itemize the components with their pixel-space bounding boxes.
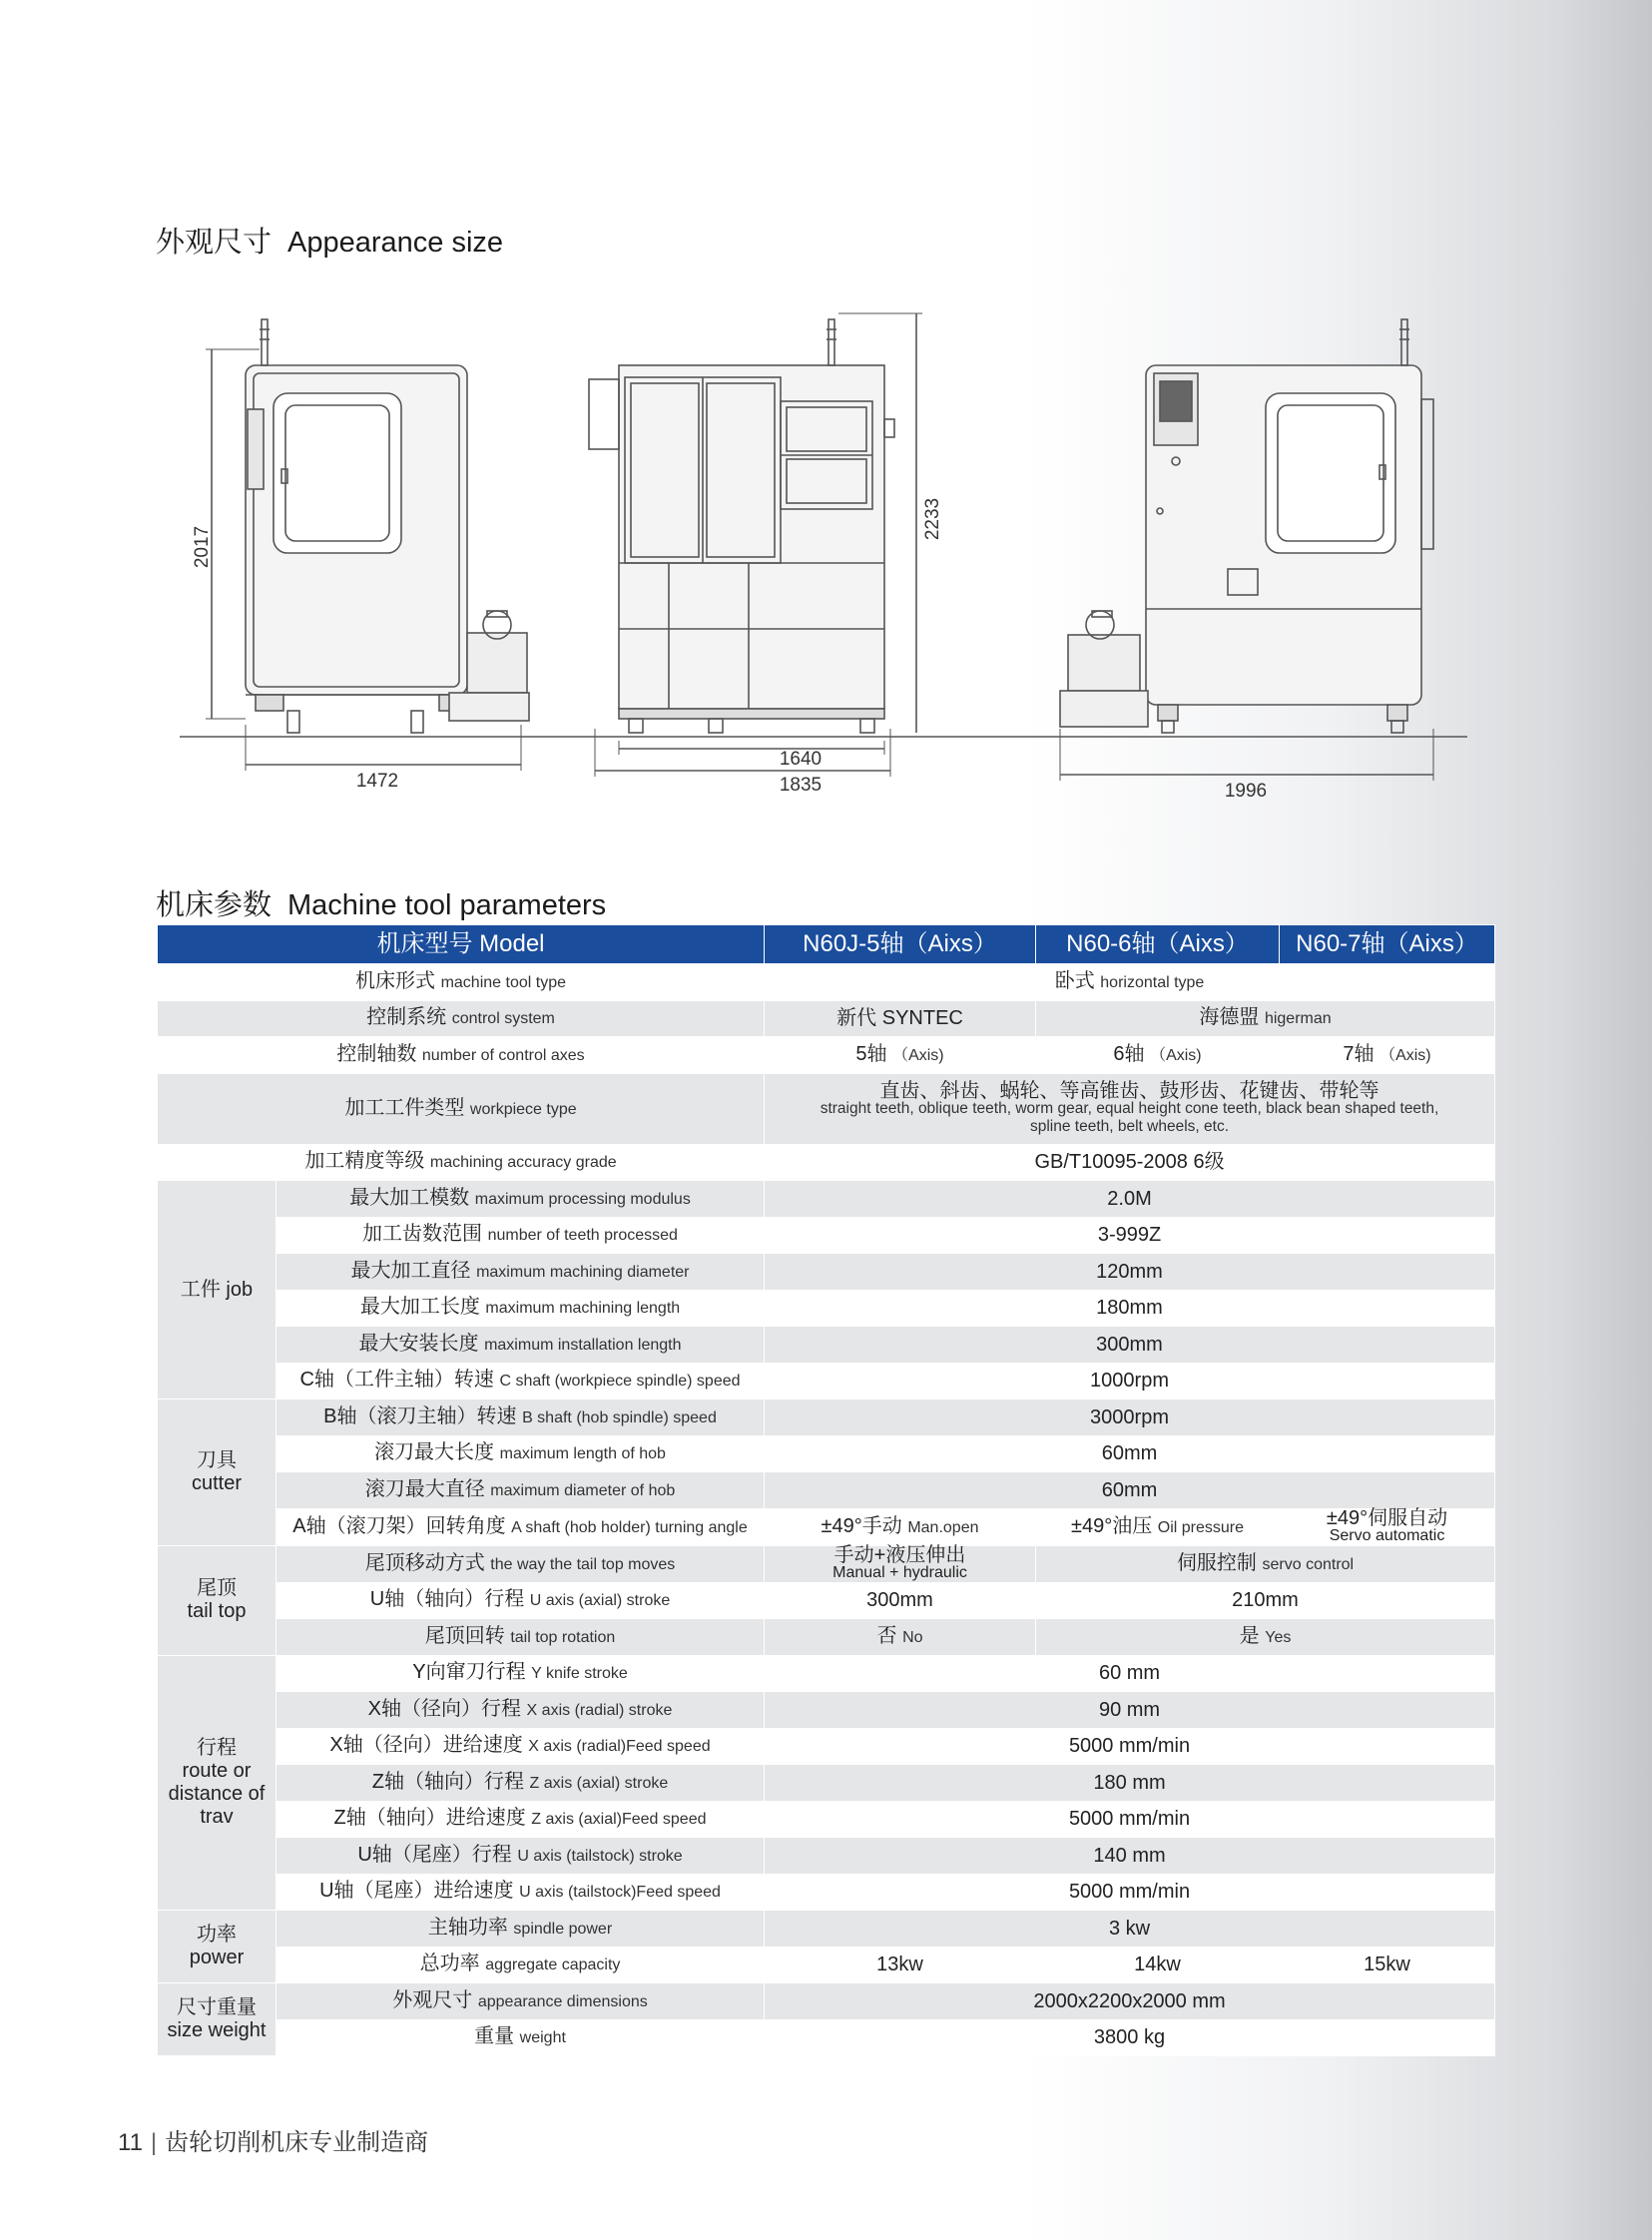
middle-machine-drawing xyxy=(589,319,894,733)
param-value: 120mm xyxy=(765,1254,1495,1291)
table-row xyxy=(158,1619,1495,1656)
param-label: U轴（尾座）进给速度 U axis (tailstock)Feed speed xyxy=(276,1874,765,1911)
table-header-row xyxy=(158,925,1495,964)
param-value: 否 No xyxy=(765,1619,1036,1656)
group-power: 功率 power xyxy=(158,1911,276,1983)
dim-mid-width: 1835 xyxy=(779,775,823,796)
param-value: 卧式 horizontal type xyxy=(765,964,1495,1001)
dim-mid-inner-width: 1640 xyxy=(779,749,823,770)
param-label: 加工工件类型 workpiece type xyxy=(158,1073,765,1144)
param-value: 3800 kg xyxy=(765,2019,1495,2056)
param-value: 3000rpm xyxy=(765,1400,1495,1436)
page-footer xyxy=(118,2122,428,2157)
param-label: 重量 weight xyxy=(276,2019,765,2056)
table-row xyxy=(158,1911,1495,1948)
table-row xyxy=(158,1217,1495,1254)
appearance-title-cn: 外观尺寸 xyxy=(156,227,273,259)
param-label: 最大加工长度 maximum machining length xyxy=(276,1290,765,1327)
table-row xyxy=(158,1728,1495,1765)
param-value: 新代 SYNTEC xyxy=(765,1000,1036,1037)
param-value: 直齿、斜齿、蜗轮、等高锥齿、鼓形齿、花键齿、带轮等 straight teeth, oblique teeth, worm gear, equal height cone teeth, black bean shaped teeth, spline teeth, belt wheels, etc. xyxy=(765,1073,1495,1144)
table-row xyxy=(158,1692,1495,1729)
appearance-section-title xyxy=(156,220,503,261)
param-value: 140 mm xyxy=(765,1838,1495,1875)
param-label: 尾顶回转 tail top rotation xyxy=(276,1619,765,1656)
param-value: 300mm xyxy=(765,1327,1495,1364)
params-title-cn: 机床参数 xyxy=(156,889,273,921)
dim-left-height: 2017 xyxy=(192,525,213,569)
param-value: 是 Yes xyxy=(1036,1619,1495,1656)
table-row xyxy=(158,1874,1495,1911)
group-size-weight: 尺寸重量 size weight xyxy=(158,1983,276,2056)
param-value: 伺服控制 servo control xyxy=(1036,1545,1495,1582)
param-label: 滚刀最大直径 maximum diameter of hob xyxy=(276,1472,765,1509)
table-row xyxy=(158,1073,1495,1144)
page-number: 11 xyxy=(118,2129,143,2156)
table-row xyxy=(158,1838,1495,1875)
header-col1: N60J-5轴（Aixs） xyxy=(765,925,1036,964)
right-machine-drawing xyxy=(1060,319,1433,733)
param-label: 控制轴数 number of control axes xyxy=(158,1037,765,1074)
params-section-title xyxy=(156,882,606,923)
param-value: 6轴 （Axis) xyxy=(1036,1037,1280,1074)
param-value: 60mm xyxy=(765,1435,1495,1472)
footer-separator: | xyxy=(150,2129,158,2156)
params-title-en: Machine tool parameters xyxy=(287,889,607,921)
table-row xyxy=(158,964,1495,1001)
param-label: Z轴（轴向）进给速度 Z axis (axial)Feed speed xyxy=(276,1801,765,1838)
table-row xyxy=(158,1144,1495,1181)
param-value: 90 mm xyxy=(765,1692,1495,1729)
dim-right-width: 1996 xyxy=(1224,781,1268,802)
param-value: 2000x2200x2000 mm xyxy=(765,1983,1495,2020)
header-model: 机床型号 Model xyxy=(158,925,765,964)
param-label: U轴（轴向）行程 U axis (axial) stroke xyxy=(276,1582,765,1619)
header-col3: N60-7轴（Aixs） xyxy=(1280,925,1495,964)
table-row xyxy=(158,1765,1495,1802)
table-row xyxy=(158,1363,1495,1400)
dim-left-width: 1472 xyxy=(355,771,399,792)
param-value: ±49°手动 Man.open xyxy=(765,1508,1036,1545)
param-value: 手动+液压伸出 Manual + hydraulic xyxy=(765,1545,1036,1582)
table-row xyxy=(158,1983,1495,2020)
param-label: 加工齿数范围 number of teeth processed xyxy=(276,1217,765,1254)
param-value: 5000 mm/min xyxy=(765,1874,1495,1911)
param-value: 14kw xyxy=(1036,1947,1280,1983)
table-row xyxy=(158,1947,1495,1983)
param-value: 60mm xyxy=(765,1472,1495,1509)
param-label: 最大加工模数 maximum processing modulus xyxy=(276,1181,765,1218)
table-row xyxy=(158,1254,1495,1291)
param-label: 尾顶移动方式 the way the tail top moves xyxy=(276,1545,765,1582)
param-value: 13kw xyxy=(765,1947,1036,1983)
param-value: 3 kw xyxy=(765,1911,1495,1948)
footer-text: 齿轮切削机床专业制造商 xyxy=(165,2129,429,2156)
param-label: X轴（径向）行程 X axis (radial) stroke xyxy=(276,1692,765,1729)
table-row xyxy=(158,1655,1495,1692)
param-value: 15kw xyxy=(1280,1947,1495,1983)
param-label: 最大加工直径 maximum machining diameter xyxy=(276,1254,765,1291)
param-value: 180 mm xyxy=(765,1765,1495,1802)
table-row xyxy=(158,1472,1495,1509)
param-value: 180mm xyxy=(765,1290,1495,1327)
param-value: 7轴 （Axis) xyxy=(1280,1037,1495,1074)
param-label: 最大安装长度 maximum installation length xyxy=(276,1327,765,1364)
table-row xyxy=(158,1508,1495,1545)
param-label: 外观尺寸 appearance dimensions xyxy=(276,1983,765,2020)
param-value: 300mm xyxy=(765,1582,1036,1619)
table-row xyxy=(158,1545,1495,1582)
group-tail-top: 尾顶 tail top xyxy=(158,1545,276,1655)
param-label: 加工精度等级 machining accuracy grade xyxy=(158,1144,765,1181)
param-value: 210mm xyxy=(1036,1582,1495,1619)
param-value: 1000rpm xyxy=(765,1363,1495,1400)
table-row xyxy=(158,1327,1495,1364)
param-value: 海德盟 higerman xyxy=(1036,1000,1495,1037)
param-value: 5轴 （Axis) xyxy=(765,1037,1036,1074)
param-label: 主轴功率 spindle power xyxy=(276,1911,765,1948)
param-label: C轴（工件主轴）转速 C shaft (workpiece spindle) speed xyxy=(276,1363,765,1400)
param-label: Y向窜刀行程 Y knife stroke xyxy=(276,1655,765,1692)
param-value: 3-999Z xyxy=(765,1217,1495,1254)
param-value: GB/T10095-2008 6级 xyxy=(765,1144,1495,1181)
table-row xyxy=(158,1000,1495,1037)
param-value: ±49°伺服自动 Servo automatic xyxy=(1280,1508,1495,1545)
param-value: 5000 mm/min xyxy=(765,1728,1495,1765)
group-cutter: 刀具 cutter xyxy=(158,1400,276,1546)
table-row xyxy=(158,1037,1495,1074)
param-label: A轴（滚刀架）回转角度 A shaft (hob holder) turning angle xyxy=(276,1508,765,1545)
parameters-table xyxy=(157,924,1495,2056)
table-row xyxy=(158,1582,1495,1619)
param-label: B轴（滚刀主轴）转速 B shaft (hob spindle) speed xyxy=(276,1400,765,1436)
table-row xyxy=(158,1435,1495,1472)
table-row xyxy=(158,1400,1495,1436)
header-col2: N60-6轴（Aixs） xyxy=(1036,925,1280,964)
param-label: 机床形式 machine tool type xyxy=(158,964,765,1001)
param-value: ±49°油压 Oil pressure xyxy=(1036,1508,1280,1545)
appearance-drawings xyxy=(150,289,1467,819)
param-label: 总功率 aggregate capacity xyxy=(276,1947,765,1983)
table-row xyxy=(158,1181,1495,1218)
table-row xyxy=(158,1290,1495,1327)
table-row xyxy=(158,2019,1495,2056)
left-machine-drawing xyxy=(246,319,529,733)
param-value: 60 mm xyxy=(765,1655,1495,1692)
param-value: 5000 mm/min xyxy=(765,1801,1495,1838)
dim-mid-height: 2233 xyxy=(922,497,943,541)
table-row xyxy=(158,1801,1495,1838)
param-label: 滚刀最大长度 maximum length of hob xyxy=(276,1435,765,1472)
param-label: X轴（径向）进给速度 X axis (radial)Feed speed xyxy=(276,1728,765,1765)
param-value: 2.0M xyxy=(765,1181,1495,1218)
appearance-title-en: Appearance size xyxy=(287,227,504,259)
param-label: Z轴（轴向）行程 Z axis (axial) stroke xyxy=(276,1765,765,1802)
param-label: 控制系统 control system xyxy=(158,1000,765,1037)
param-label: U轴（尾座）行程 U axis (tailstock) stroke xyxy=(276,1838,765,1875)
group-job: 工件 job xyxy=(158,1181,276,1400)
group-route: 行程 route or distance of trav xyxy=(158,1655,276,1911)
